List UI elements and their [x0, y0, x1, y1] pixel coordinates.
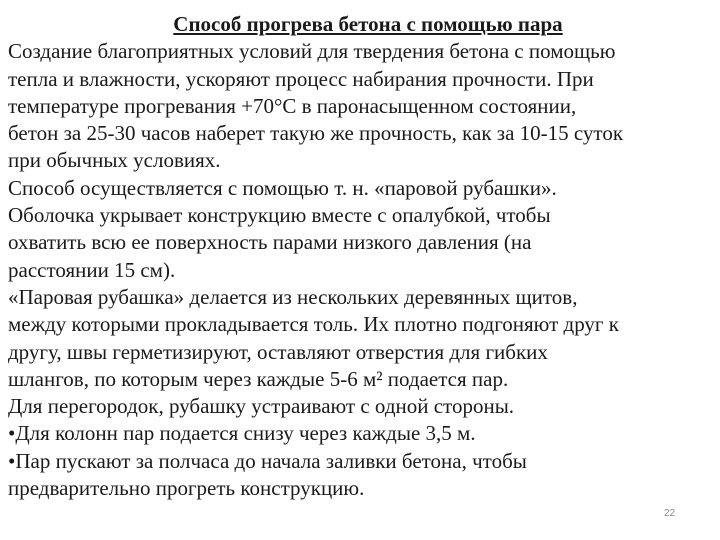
slide-text-body: [8, 11, 714, 502]
bullet-item: •Для колонн пар подается снизу через каждые 3,5 м.: [8, 421, 476, 446]
text-line: охватить всю ее поверхность парами низкого давления (на: [8, 230, 532, 255]
text-line: другу, швы герметизируют, оставляют отверстия для гибких: [8, 339, 548, 364]
text-line: тепла и влажности, ускоряют процесс набирания прочности. При: [8, 66, 594, 91]
text-line: «Паровая рубашка» делается из нескольких деревянных щитов,: [8, 284, 578, 309]
page-number: 22: [664, 508, 676, 519]
text-line: температуре прогревания +70°C в паронасыщенном состоянии,: [8, 93, 577, 118]
text-line: Создание благоприятных условий для твердения бетона с помощью: [8, 39, 616, 64]
bullet-item: •Пар пускают за полчаса до начала заливки бетона, чтобы: [8, 448, 527, 473]
text-line: шлангов, по которым через каждые 5-6 м² подается пар.: [8, 366, 509, 391]
text-line: Способ осуществляется с помощью т. н. «паровой рубашки».: [8, 175, 557, 200]
text-line: расстоянии 15 см).: [8, 257, 176, 282]
text-line: при обычных условиях.: [8, 148, 221, 173]
text-line: предварительно прогреть конструкцию.: [8, 476, 365, 501]
text-line: между которыми прокладывается толь. Их плотно подгоняют друг к: [8, 312, 619, 337]
text-line: Для перегородок, рубашку устраивают с одной стороны.: [8, 394, 515, 419]
slide-title: Способ прогрева бетона с помощью пара: [173, 12, 563, 36]
text-line: бетон за 25-30 часов наберет такую же прочность, как за 10-15 суток: [8, 121, 624, 146]
text-line: Оболочка укрывает конструкцию вместе с опалубкой, чтобы: [8, 203, 551, 228]
